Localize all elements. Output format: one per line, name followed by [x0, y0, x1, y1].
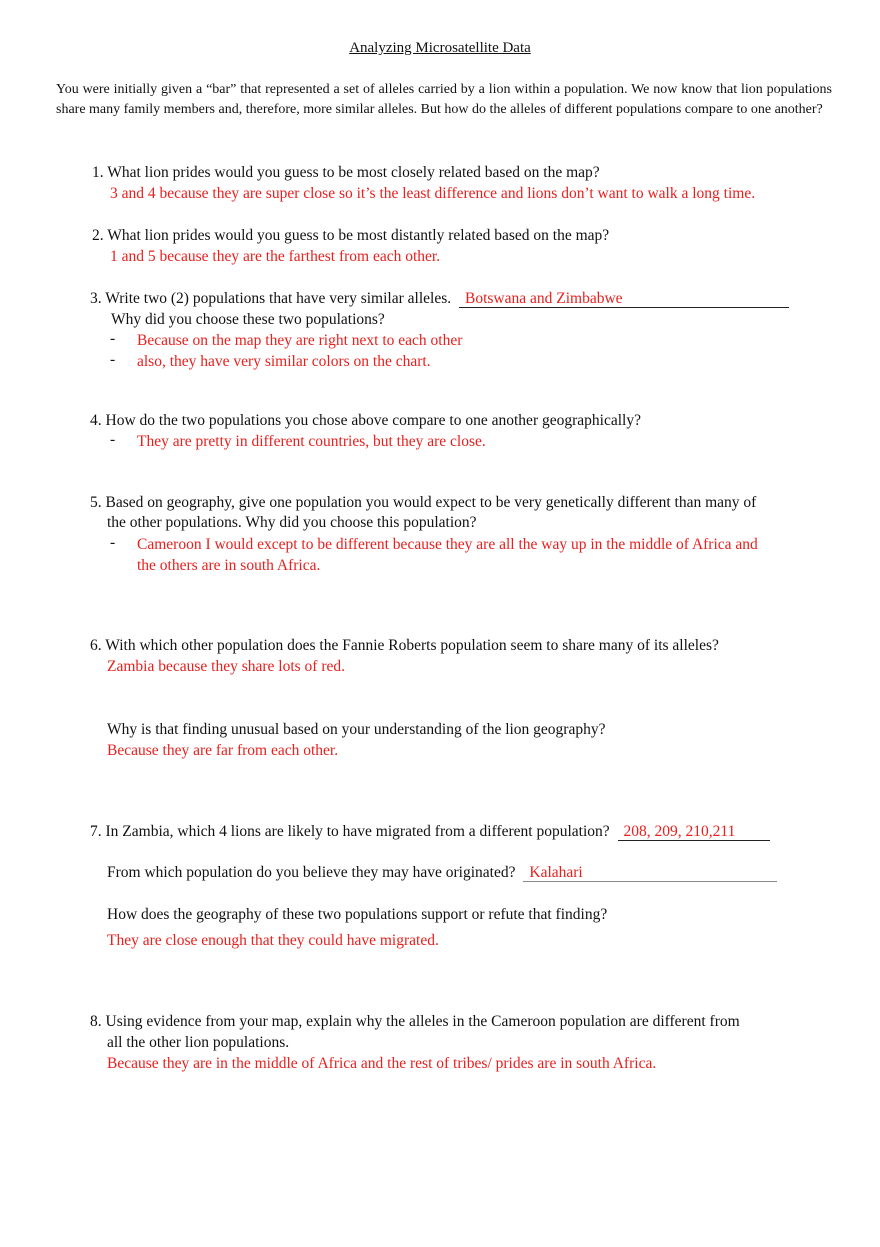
- question-7-subtext-2: How does the geography of these two populations support or refute that finding?: [107, 906, 608, 923]
- question-number: 4.: [90, 412, 102, 429]
- bullet-dash: -: [110, 431, 116, 448]
- answer-4: They are pretty in different countries, but they are close.: [137, 433, 486, 450]
- blank-answer: Botswana and Zimbabwe: [464, 290, 623, 307]
- bullet-dash: -: [110, 534, 116, 551]
- question-number: 5.: [90, 494, 102, 511]
- question-5: [90, 492, 756, 513]
- question-3: [90, 288, 789, 309]
- answer-8: Because they are in the middle of Africa and the rest of tribes/ prides are in south Africa.: [107, 1055, 657, 1072]
- question-text: With which other population does the Fannie Roberts population seem to share many of its alleles?: [105, 637, 719, 654]
- answer-6-sub: Because they are far from each other.: [107, 742, 339, 759]
- question-2: [92, 225, 609, 246]
- question-number: 8.: [90, 1013, 102, 1030]
- bullet-dash: -: [110, 330, 116, 347]
- answer-2: 1 and 5 because they are the farthest from each other.: [110, 248, 441, 265]
- question-text: Using evidence from your map, explain why the alleles in the Cameroon population are different from: [105, 1013, 740, 1030]
- answer-5-line-2: the others are in south Africa.: [137, 557, 321, 574]
- question-number: 7.: [90, 823, 102, 840]
- blank-answer: Kalahari: [529, 864, 583, 881]
- question-8-line-2: all the other lion populations.: [107, 1034, 290, 1051]
- question-text: What lion prides would you guess to be most closely related based on the map?: [107, 164, 600, 181]
- answer-3-item-2: also, they have very similar colors on the chart.: [137, 353, 431, 370]
- question-8: [90, 1011, 740, 1032]
- question-number: 1.: [92, 164, 104, 181]
- question-text: From which population do you believe they may have originated?: [107, 864, 516, 881]
- intro-paragraph: You were initially given a “bar” that represented a set of alleles carried by a lion within a population. We now know that lion populations share many family members and, therefore, more similar alleles. But how do the alleles of different populations compare to one another?: [56, 82, 832, 117]
- answer-1: 3 and 4 because they are super close so it’s the least difference and lions don’t want to walk a long time.: [110, 185, 756, 202]
- bullet-dash: -: [110, 351, 116, 368]
- answer-blank-7[interactable]: [618, 823, 770, 841]
- question-1: [92, 162, 600, 183]
- question-text: Based on geography, give one population you would expect to be very genetically different than many of: [105, 494, 757, 511]
- question-7: [90, 821, 770, 842]
- question-4: [90, 410, 641, 431]
- question-7-subtext-1: [107, 862, 777, 883]
- question-text: What lion prides would you guess to be most distantly related based on the map?: [107, 227, 610, 244]
- answer-5-line-1: Cameroon I would except to be different because they are all the way up in the middle of Africa and: [137, 536, 758, 553]
- answer-blank-7b[interactable]: [523, 864, 777, 882]
- answer-7: They are close enough that they could have migrated.: [107, 932, 439, 949]
- question-number: 6.: [90, 637, 102, 654]
- question-6: [90, 635, 719, 656]
- question-3-subtext: Why did you choose these two populations?: [111, 311, 385, 328]
- answer-blank-3[interactable]: [459, 290, 789, 308]
- question-text: How do the two populations you chose above compare to one another geographically?: [105, 412, 641, 429]
- answer-3-item-1: Because on the map they are right next to each other: [137, 332, 463, 349]
- question-6-subtext: Why is that finding unusual based on your understanding of the lion geography?: [107, 721, 606, 738]
- blank-answer: 208, 209, 210,211: [623, 823, 736, 840]
- question-5-line-2: the other populations. Why did you choose this population?: [107, 514, 477, 531]
- question-number: 2.: [92, 227, 104, 244]
- answer-6: Zambia because they share lots of red.: [107, 658, 346, 675]
- question-text: In Zambia, which 4 lions are likely to have migrated from a different population?: [105, 823, 610, 840]
- page-title: Analyzing Microsatellite Data: [349, 40, 531, 56]
- question-text: Write two (2) populations that have very similar alleles.: [105, 290, 452, 307]
- question-number: 3.: [90, 290, 102, 307]
